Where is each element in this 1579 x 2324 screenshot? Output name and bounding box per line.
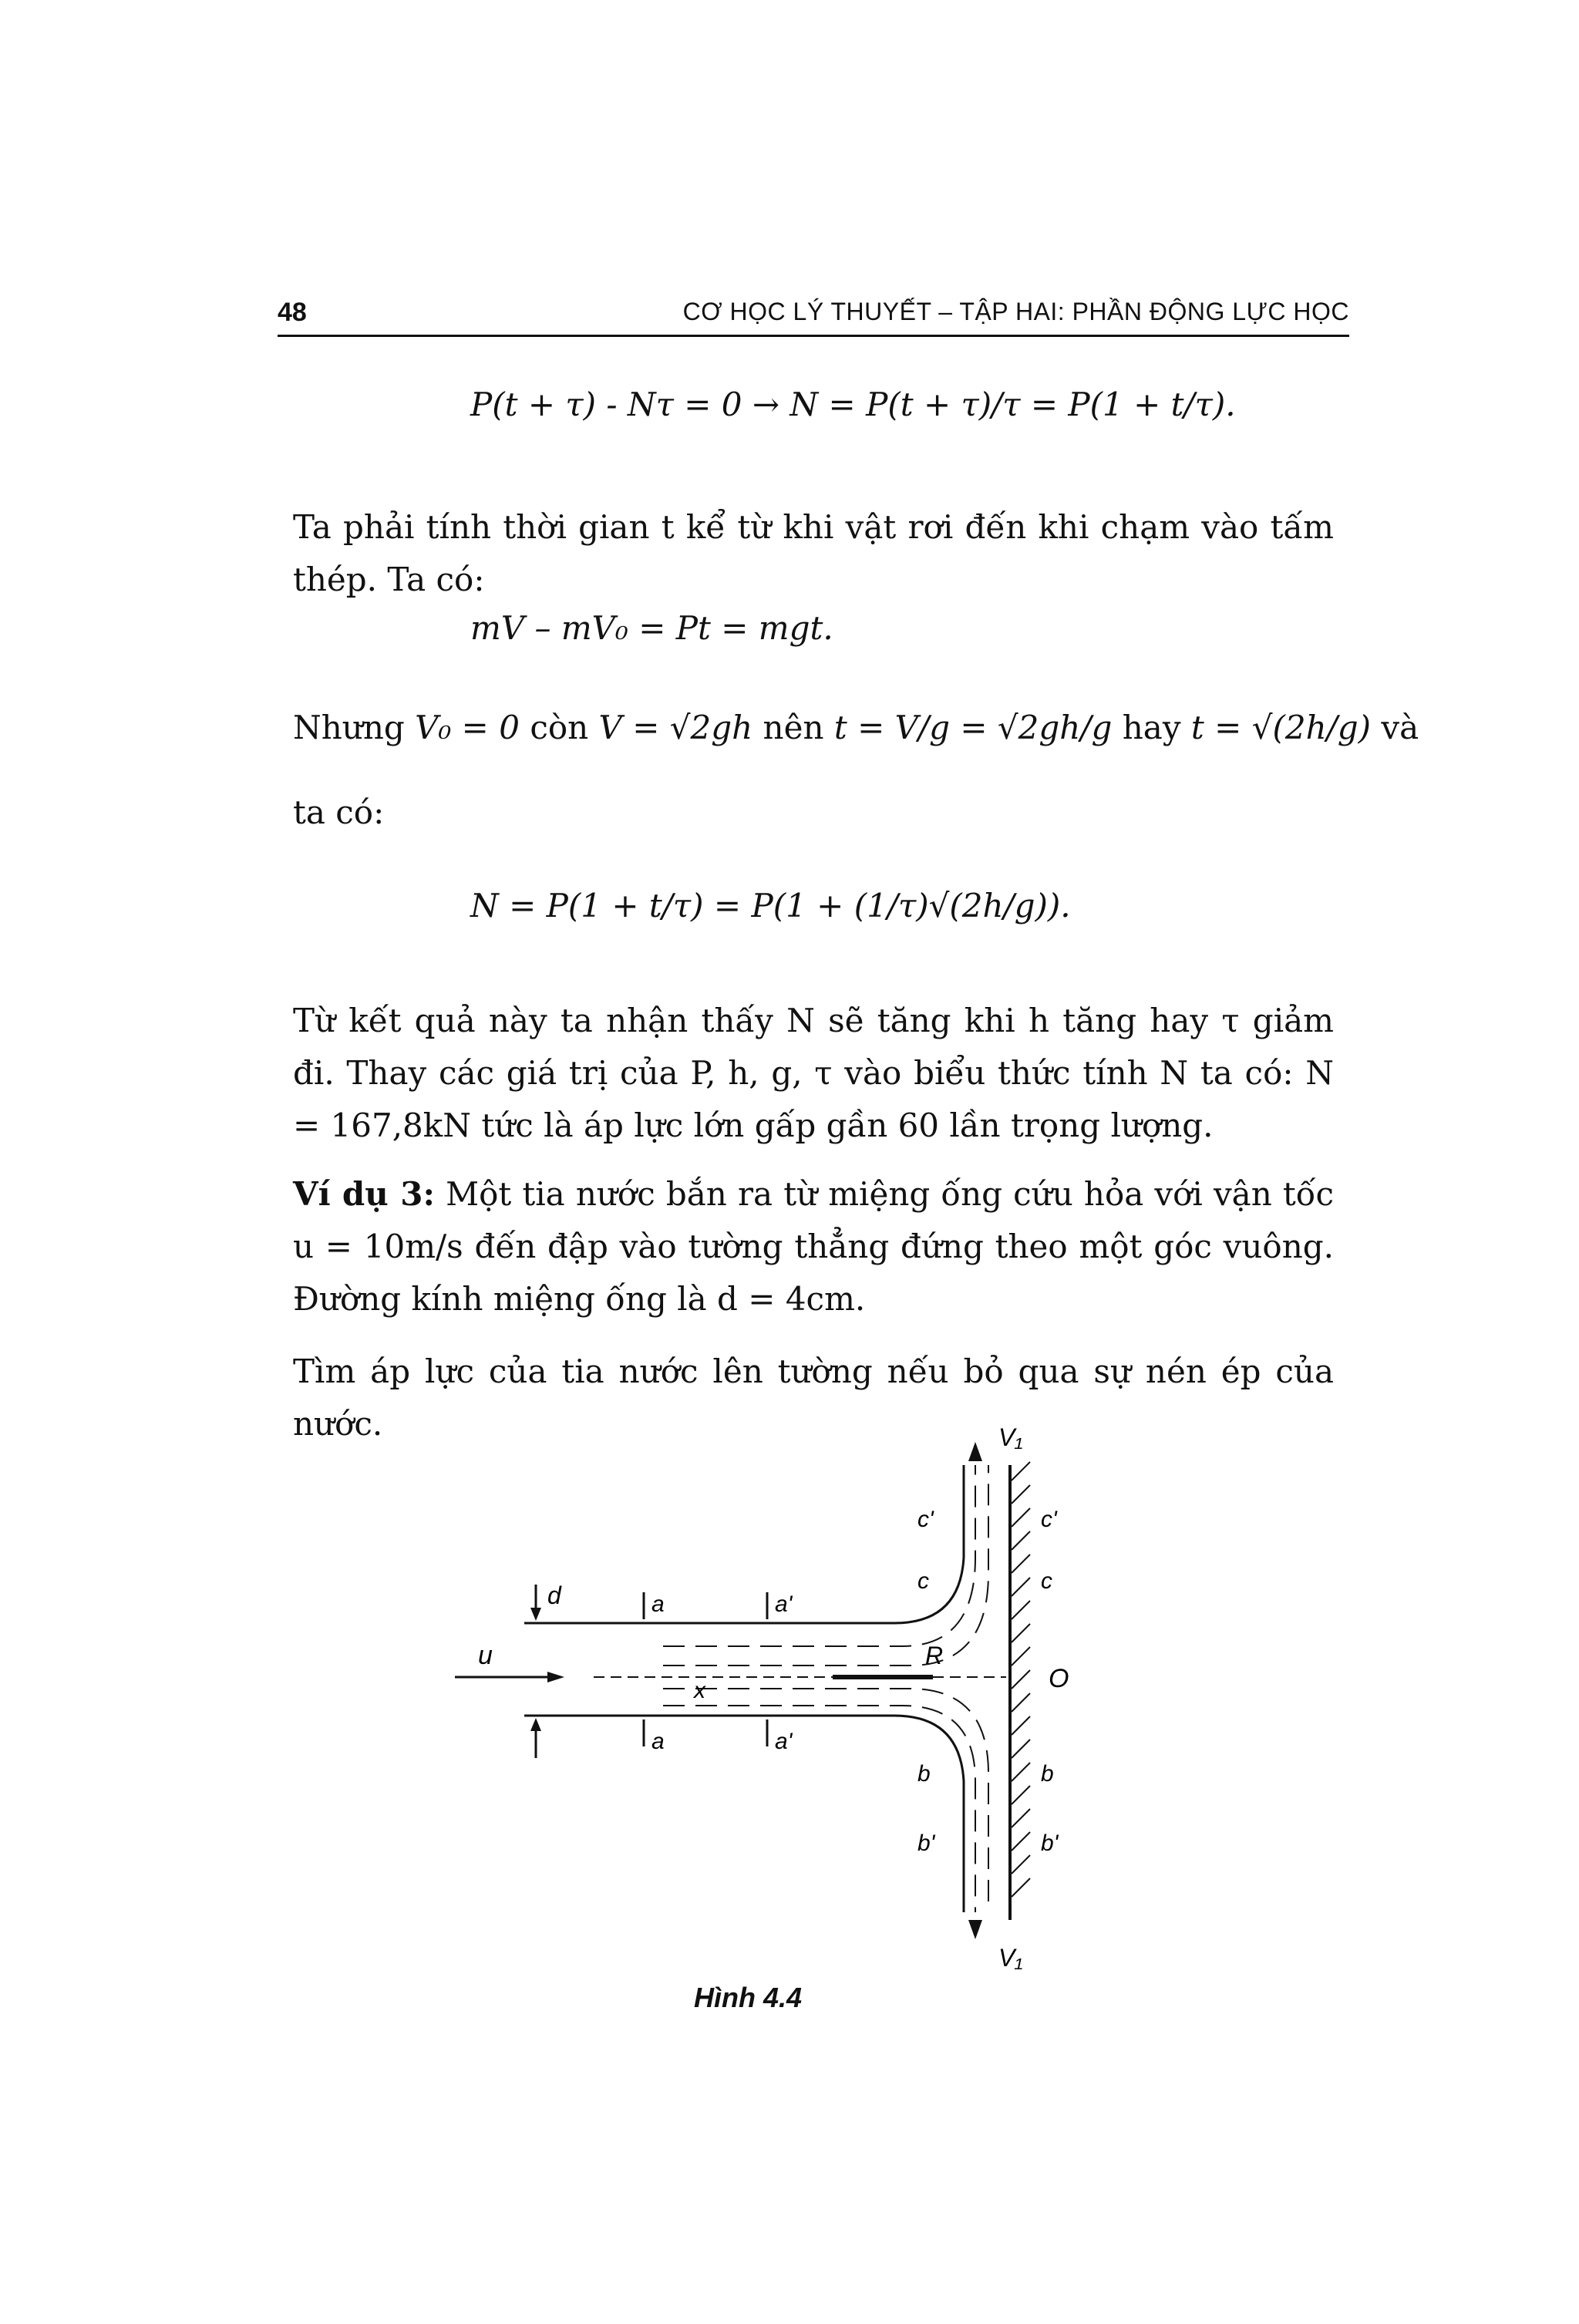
page	[278, 0, 1419, 2324]
label-a-top: a	[651, 1591, 665, 1617]
p2-v: V = √2gh	[598, 709, 753, 746]
wall-hatching	[1012, 1462, 1030, 1897]
label-b-right: b	[1041, 1761, 1054, 1787]
jet-lower-boundary	[524, 1716, 964, 1912]
label-d: d	[547, 1581, 561, 1609]
label-O: O	[1049, 1664, 1069, 1693]
running-title: CƠ HỌC LÝ THUYẾT – TẬP HAI: PHẦN ĐỘNG LỰC HỌC	[682, 298, 1349, 325]
equation-2: mV – mV₀ = Pt = mgt.	[470, 609, 833, 647]
paragraph-example	[293, 1168, 1334, 1325]
paragraph-4: Từ kết quả này ta nhận thấy N sẽ tăng khi h tăng hay τ giảm đi. Thay các giá trị của P, h, g, τ vào biểu thức tính N ta có: N = 167,8kN tức là áp lực lớn gấp gần 60 lần trọng lượng.	[293, 1002, 1334, 1144]
p2-t: t = V/g = √2gh/g	[833, 709, 1113, 746]
example-text: Một tia nước bắn ra từ miệng ống cứu hỏa với vận tốc u = 10m/s đến đập vào tường thẳng đứng theo một góc vuông. Đường kính miệng ống là d = 4cm.	[293, 1175, 1334, 1318]
example-label: Ví dụ 3:	[293, 1175, 435, 1213]
water-jet-figure	[432, 1419, 1357, 1982]
label-b-prime-left: b'	[917, 1831, 935, 1856]
label-c-prime-right: c'	[1041, 1507, 1057, 1532]
label-x: x	[694, 1678, 705, 1703]
equation-3: N = P(1 + t/τ) = P(1 + (1/τ)√(2h/g)).	[470, 887, 1071, 925]
label-a-bottom: a	[651, 1729, 665, 1754]
paragraph-2	[293, 702, 1419, 754]
label-a-prime-bottom: a'	[775, 1729, 793, 1754]
figure-caption: Hình 4.4	[694, 1982, 803, 2013]
p2-v0: V₀ = 0	[415, 709, 520, 746]
p2-va: và	[1381, 709, 1419, 746]
page-header	[278, 293, 1349, 339]
jet-upper-boundary	[524, 1465, 964, 1623]
label-c-left: c	[917, 1568, 929, 1594]
p2-t2: t = √(2h/g)	[1190, 709, 1372, 746]
label-v1-bottom: V₁	[998, 1944, 1023, 1972]
p2-hay: hay	[1122, 709, 1181, 746]
label-u: u	[478, 1641, 493, 1670]
label-b-prime-right: b'	[1041, 1831, 1059, 1856]
label-c-prime-left: c'	[917, 1507, 934, 1532]
label-c-right: c	[1041, 1568, 1052, 1594]
v1-top-arrow	[968, 1442, 982, 1461]
paragraph-3: ta có:	[293, 793, 385, 831]
inflow-arrow-head	[547, 1672, 564, 1682]
p2-lead: Nhưng	[293, 709, 405, 746]
page-number: 48	[278, 298, 307, 327]
paragraph-1: Ta phải tính thời gian t kể từ khi vật rơi đến khi chạm vào tấm thép. Ta có:	[293, 508, 1334, 598]
label-b-left: b	[917, 1761, 931, 1787]
label-v1-top: V₁	[998, 1423, 1023, 1451]
label-R: R	[925, 1642, 944, 1669]
v1-bottom-arrow	[968, 1920, 982, 1939]
p2-nen: nên	[763, 709, 824, 746]
header-rule	[278, 335, 1349, 337]
streamlines	[663, 1465, 988, 1912]
p2-con: còn	[530, 709, 589, 746]
equation-1: P(t + τ) - Nτ = 0 → N = P(t + τ)/τ = P(1 + t/τ).	[470, 386, 1236, 423]
paragraph-6: Tìm áp lực của tia nước lên tường nếu bỏ qua sự nén ép của nước.	[293, 1352, 1334, 1443]
label-a-prime-top: a'	[775, 1591, 793, 1617]
